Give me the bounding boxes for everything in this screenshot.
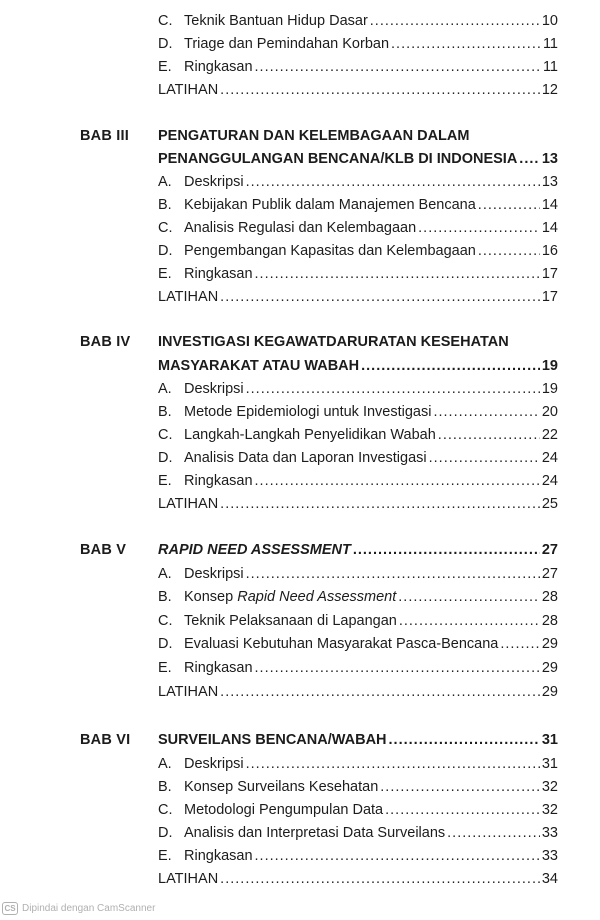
leader-dots <box>418 217 540 239</box>
page-number: 33 <box>541 848 558 864</box>
camscanner-logo-icon: CS <box>2 902 18 915</box>
leader-dots <box>519 148 540 170</box>
page-number: 22 <box>541 427 558 443</box>
leader-dots <box>398 586 540 608</box>
toc-entry-latihan: LATIHAN ..... 17 <box>158 286 558 308</box>
page-number: 17 <box>541 266 558 282</box>
page-number: 34 <box>541 871 558 887</box>
toc-entry: C. Teknik Bantuan Hidup Dasar ..... 10 <box>158 10 558 32</box>
toc-entry: C. Metodologi Pengumpulan Data ..... 32 <box>158 799 558 821</box>
leader-dots <box>380 776 540 798</box>
page-number: 27 <box>541 566 558 582</box>
leader-dots <box>429 447 540 469</box>
page-number: 19 <box>541 358 558 374</box>
toc-entry: B. Kebijakan Publik dalam Manajemen Bencana ..... 14 <box>158 194 558 216</box>
toc-entry: C. Langkah-Langkah Penyelidikan Wabah ..... 22 <box>158 424 558 446</box>
leader-dots <box>353 539 540 561</box>
page-number: 28 <box>541 589 558 605</box>
page-number: 31 <box>541 732 558 748</box>
toc-entry: E. Ringkasan ..... 33 <box>158 845 558 867</box>
toc-entry: D. Triage dan Pemindahan Korban ..... 11 <box>158 33 558 55</box>
toc-entry: C. Teknik Pelaksanaan di Lapangan ..... 28 <box>158 610 558 632</box>
leader-dots <box>370 10 540 32</box>
leader-dots <box>255 657 540 679</box>
toc-entry: C. Analisis Regulasi dan Kelembagaan ..... 14 <box>158 217 558 239</box>
page-number: 12 <box>541 82 558 98</box>
leader-dots <box>433 401 539 423</box>
chapter-title-line2: MASYARAKAT ATAU WABAH ..... 19 <box>158 355 558 377</box>
chapter-title: SURVEILANS BENCANA/WABAH ..... 31 <box>158 729 558 751</box>
leader-dots <box>399 610 540 632</box>
page-number: 29 <box>541 636 558 652</box>
toc-entry: E. Ringkasan ..... 17 <box>158 263 558 285</box>
toc-entry-latihan: LATIHAN ..... 12 <box>158 79 558 101</box>
chapter-title: PENGATURAN DAN KELEMBAGAAN DALAM <box>158 128 470 144</box>
watermark-text: Dipindai dengan CamScanner <box>22 902 156 914</box>
chapter-title: INVESTIGASI KEGAWATDARURATAN KESEHATAN <box>158 334 509 350</box>
page-number: 29 <box>541 684 558 700</box>
leader-dots <box>246 171 540 193</box>
leader-dots <box>478 194 540 216</box>
toc-entry: D. Evaluasi Kebutuhan Masyarakat Pasca-Bencana ..... 29 <box>158 633 558 655</box>
page-number: 20 <box>541 404 558 420</box>
toc-entry: E. Ringkasan ..... 29 <box>158 657 558 679</box>
page-number: 32 <box>541 802 558 818</box>
chapter-tag-bab-vi: BAB VI <box>80 732 131 748</box>
toc-entry: A. Deskripsi ..... 19 <box>158 378 558 400</box>
leader-dots <box>255 263 540 285</box>
leader-dots <box>220 79 540 101</box>
page-number: 19 <box>541 381 558 397</box>
leader-dots <box>255 470 540 492</box>
leader-dots <box>220 681 540 703</box>
leader-dots <box>255 845 540 867</box>
leader-dots <box>438 424 540 446</box>
leader-dots <box>220 868 540 890</box>
leader-dots <box>478 240 540 262</box>
toc-entry-latihan: LATIHAN ..... 25 <box>158 493 558 515</box>
toc-entry: A. Deskripsi ..... 13 <box>158 171 558 193</box>
leader-dots <box>361 355 540 377</box>
leader-dots <box>220 286 540 308</box>
page-number: 16 <box>541 243 558 259</box>
page-number: 14 <box>541 220 558 236</box>
toc-entry: A. Deskripsi ..... 27 <box>158 563 558 585</box>
page-number: 11 <box>542 36 558 52</box>
toc-entry: B. Konsep Rapid Need Assessment ..... 28 <box>158 586 558 608</box>
leader-dots <box>246 378 540 400</box>
page-number: 10 <box>541 13 558 29</box>
page-number: 24 <box>541 450 558 466</box>
page-number: 14 <box>541 197 558 213</box>
page-number: 25 <box>541 496 558 512</box>
page-number: 17 <box>541 289 558 305</box>
page-number: 11 <box>542 59 558 75</box>
chapter-tag-bab-v: BAB V <box>80 542 127 558</box>
leader-dots <box>255 56 541 78</box>
page-number: 29 <box>541 660 558 676</box>
page-number: 33 <box>541 825 558 841</box>
toc-entry: B. Metode Epidemiologi untuk Investigasi ..... 20 <box>158 401 558 423</box>
page-number: 13 <box>541 151 558 167</box>
toc-entry: A. Deskripsi ..... 31 <box>158 753 558 775</box>
page-number: 28 <box>541 613 558 629</box>
toc-entry-latihan: LATIHAN ..... 29 <box>158 681 558 703</box>
toc-entry: D. Analisis Data dan Laporan Investigasi ..... 24 <box>158 447 558 469</box>
leader-dots <box>500 633 540 655</box>
toc-entry: E. Ringkasan ..... 24 <box>158 470 558 492</box>
page-number: 24 <box>541 473 558 489</box>
toc-entry: E. Ringkasan ..... 11 <box>158 56 558 78</box>
toc-entry: D. Pengembangan Kapasitas dan Kelembagaan ..... 16 <box>158 240 558 262</box>
chapter-title: RAPID NEED ASSESSMENT ..... 27 <box>158 539 558 561</box>
leader-dots <box>246 563 540 585</box>
page-number: 13 <box>541 174 558 190</box>
chapter-title-line2: PENANGGULANGAN BENCANA/KLB DI INDONESIA ..... 13 <box>158 148 558 170</box>
leader-dots <box>220 493 540 515</box>
leader-dots <box>385 799 540 821</box>
page-number: 32 <box>541 779 558 795</box>
leader-dots <box>389 729 540 751</box>
toc-entry-latihan: LATIHAN ..... 34 <box>158 868 558 890</box>
page-number: 27 <box>541 542 558 558</box>
toc-entry: D. Analisis dan Interpretasi Data Surveilans ..... 33 <box>158 822 558 844</box>
scanner-watermark <box>2 899 155 917</box>
leader-dots <box>246 753 540 775</box>
toc-entry: B. Konsep Surveilans Kesehatan ..... 32 <box>158 776 558 798</box>
leader-dots <box>391 33 541 55</box>
chapter-tag-bab-iv: BAB IV <box>80 334 131 350</box>
page-number: 31 <box>541 756 558 772</box>
chapter-tag-bab-iii: BAB III <box>80 128 129 144</box>
leader-dots <box>447 822 540 844</box>
